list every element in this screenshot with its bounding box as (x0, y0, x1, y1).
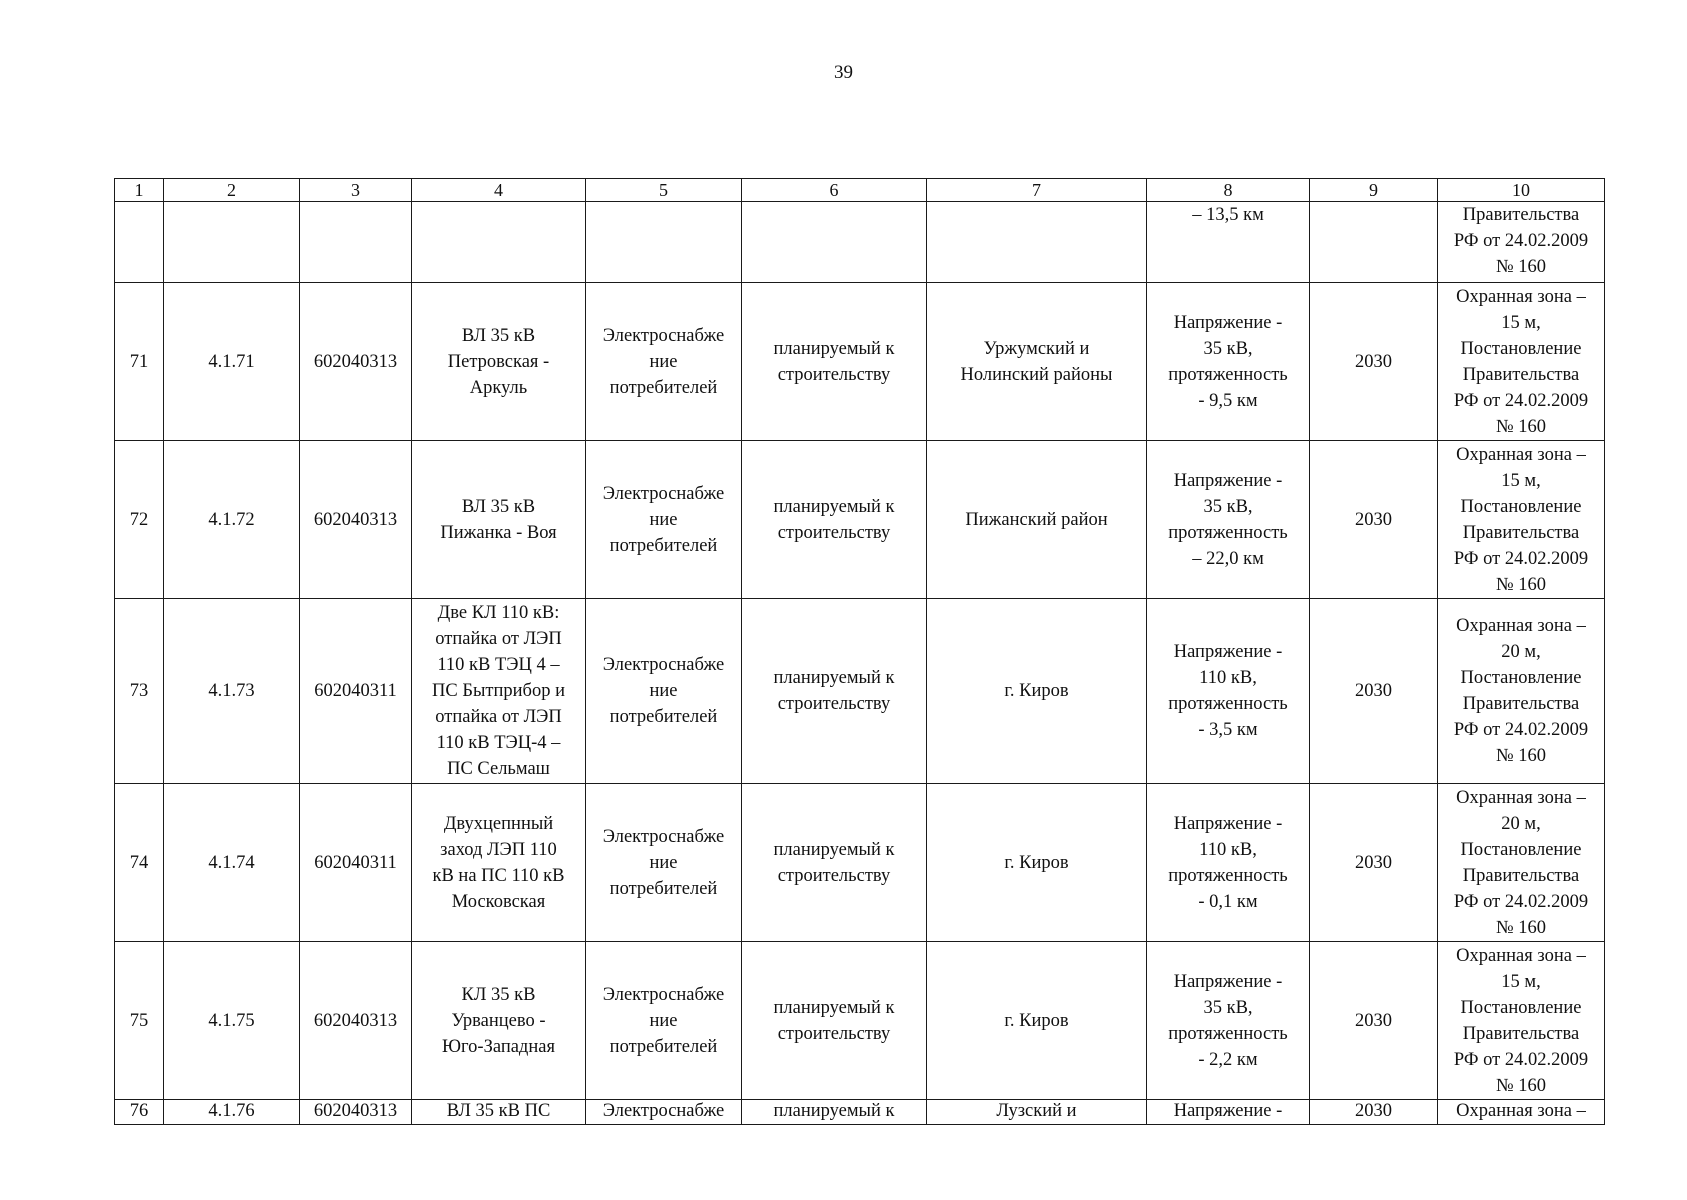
table-cell: Электроснабже ние потребителей (586, 942, 742, 1100)
table-cell: 4.1.76 (164, 1100, 300, 1125)
column-header: 5 (586, 179, 742, 202)
table-cell (412, 202, 586, 283)
table-cell: 72 (115, 441, 164, 599)
column-header: 10 (1438, 179, 1605, 202)
table-cell: 602040311 (300, 599, 412, 784)
table-cell (1310, 202, 1438, 283)
table-cell: 4.1.71 (164, 283, 300, 441)
table-cell: Охранная зона – 20 м, Постановление Правительства РФ от 24.02.2009 № 160 (1438, 784, 1605, 942)
table-cell: 602040313 (300, 1100, 412, 1125)
table-row (115, 942, 1605, 1100)
table-row (115, 784, 1605, 942)
registry-table (114, 178, 1605, 1125)
page-number: 39 (834, 62, 853, 83)
table-cell: КЛ 35 кВ Урванцево - Юго-Западная (412, 942, 586, 1100)
table-cell: Охранная зона – (1438, 1100, 1605, 1125)
table-cell: Электроснабже ние потребителей (586, 599, 742, 784)
table-cell: – 13,5 км (1147, 202, 1310, 283)
table-cell: Охранная зона – 15 м, Постановление Правительства РФ от 24.02.2009 № 160 (1438, 283, 1605, 441)
table-cell: Электроснабже ние потребителей (586, 441, 742, 599)
table-row (115, 283, 1605, 441)
table-cell: планируемый к строительству (742, 441, 927, 599)
table-cell: 2030 (1310, 942, 1438, 1100)
column-header: 9 (1310, 179, 1438, 202)
table-cell (164, 202, 300, 283)
column-header: 2 (164, 179, 300, 202)
table-cell: Двухцепнный заход ЛЭП 110 кВ на ПС 110 кВ Московская (412, 784, 586, 942)
column-header: 7 (927, 179, 1147, 202)
table-cell: 76 (115, 1100, 164, 1125)
table-cell: Электроснабже ние потребителей (586, 784, 742, 942)
table-cell: планируемый к строительству (742, 942, 927, 1100)
table-cell: 2030 (1310, 599, 1438, 784)
table-row (115, 441, 1605, 599)
column-header: 1 (115, 179, 164, 202)
table-cell: 73 (115, 599, 164, 784)
table-cell: Электроснабже (586, 1100, 742, 1125)
table-row (115, 1100, 1605, 1125)
table-cell (115, 202, 164, 283)
table-cell: Напряжение - 110 кВ, протяженность - 3,5 км (1147, 599, 1310, 784)
table-cell: 71 (115, 283, 164, 441)
table-cell: 4.1.72 (164, 441, 300, 599)
table-cell: Напряжение - 110 кВ, протяженность - 0,1 км (1147, 784, 1310, 942)
table-cell: Напряжение - 35 кВ, протяженность - 9,5 км (1147, 283, 1310, 441)
table-cell: 602040313 (300, 283, 412, 441)
table-cell (586, 202, 742, 283)
column-header: 6 (742, 179, 927, 202)
table-cell: Охранная зона – 15 м, Постановление Правительства РФ от 24.02.2009 № 160 (1438, 942, 1605, 1100)
table-cell (742, 202, 927, 283)
table-cell: Уржумский и Нолинский районы (927, 283, 1147, 441)
table-cell: Две КЛ 110 кВ: отпайка от ЛЭП 110 кВ ТЭЦ 4 – ПС Бытприбор и отпайка от ЛЭП 110 кВ ТЭЦ-4 – ПС Сельмаш (412, 599, 586, 784)
table-cell: ВЛ 35 кВ Пижанка - Воя (412, 441, 586, 599)
table-header-row (115, 179, 1605, 202)
table-cell: 4.1.74 (164, 784, 300, 942)
table-cell: 75 (115, 942, 164, 1100)
table-cell (300, 202, 412, 283)
table-cell: 602040311 (300, 784, 412, 942)
table-cell: Напряжение - (1147, 1100, 1310, 1125)
table-cell: 2030 (1310, 283, 1438, 441)
table-cell: планируемый к строительству (742, 283, 927, 441)
table-cell: 2030 (1310, 441, 1438, 599)
table-cell: г. Киров (927, 784, 1147, 942)
table-cell: Правительства РФ от 24.02.2009 № 160 (1438, 202, 1605, 283)
table-cell: 74 (115, 784, 164, 942)
table-cell: г. Киров (927, 942, 1147, 1100)
table-cell: Пижанский район (927, 441, 1147, 599)
column-header: 3 (300, 179, 412, 202)
table-cell: ВЛ 35 кВ Петровская - Аркуль (412, 283, 586, 441)
table-cell: Напряжение - 35 кВ, протяженность – 22,0 км (1147, 441, 1310, 599)
table-cell: Напряжение - 35 кВ, протяженность - 2,2 км (1147, 942, 1310, 1100)
table-cell: планируемый к строительству (742, 599, 927, 784)
table-cell: Охранная зона – 15 м, Постановление Правительства РФ от 24.02.2009 № 160 (1438, 441, 1605, 599)
table-cell: г. Киров (927, 599, 1147, 784)
table-cell: 2030 (1310, 1100, 1438, 1125)
table-cell: 602040313 (300, 441, 412, 599)
table-cell: Электроснабже ние потребителей (586, 283, 742, 441)
table-row (115, 202, 1605, 283)
table-cell: Лузский и (927, 1100, 1147, 1125)
table-cell: 2030 (1310, 784, 1438, 942)
table-cell: планируемый к строительству (742, 784, 927, 942)
column-header: 4 (412, 179, 586, 202)
table-cell: 602040313 (300, 942, 412, 1100)
table-cell: планируемый к (742, 1100, 927, 1125)
column-header: 8 (1147, 179, 1310, 202)
table-cell: 4.1.75 (164, 942, 300, 1100)
table-cell: ВЛ 35 кВ ПС (412, 1100, 586, 1125)
table-row (115, 599, 1605, 784)
table-cell (927, 202, 1147, 283)
table-cell: Охранная зона – 20 м, Постановление Правительства РФ от 24.02.2009 № 160 (1438, 599, 1605, 784)
table-cell: 4.1.73 (164, 599, 300, 784)
